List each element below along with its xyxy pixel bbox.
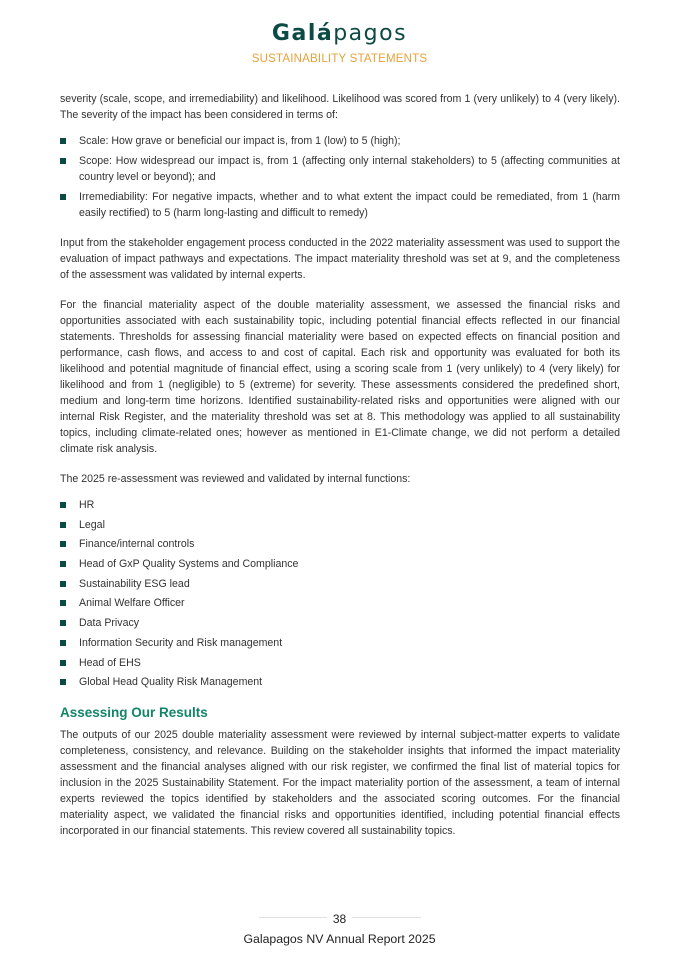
list-item bbox=[60, 517, 620, 533]
square-bullet-icon bbox=[60, 522, 66, 528]
square-bullet-icon bbox=[60, 194, 66, 200]
report-title: Galapagos NV Annual Report 2025 bbox=[243, 932, 436, 946]
square-bullet-icon bbox=[60, 581, 66, 587]
list-item-text: Finance/internal controls bbox=[79, 538, 195, 551]
list-item bbox=[60, 536, 620, 552]
logo-light-part: pagos bbox=[333, 21, 408, 46]
page-header bbox=[0, 20, 679, 66]
list-item bbox=[60, 595, 620, 611]
square-bullet-icon bbox=[60, 158, 66, 164]
galapagos-logo bbox=[0, 20, 679, 48]
list-item bbox=[60, 615, 620, 631]
paragraph-reassessment: The 2025 re-assessment was reviewed and validated by internal functions: bbox=[60, 473, 411, 485]
list-item-text: Global Head Quality Risk Management bbox=[79, 676, 263, 689]
list-item bbox=[60, 153, 620, 185]
page-content bbox=[60, 91, 620, 853]
list-item-text: Head of GxP Quality Systems and Compliance bbox=[79, 558, 299, 571]
square-bullet-icon bbox=[60, 640, 66, 646]
square-bullet-icon bbox=[60, 660, 66, 666]
list-item bbox=[60, 635, 620, 651]
list-item-text: Animal Welfare Officer bbox=[79, 597, 185, 610]
list-item-text: Irremediability: For negative impacts, whether and to what extent the impact could be remediated, from 1 (harm easily rectified) to 5 (harm long‑lasting and difficult to remedy) bbox=[79, 191, 620, 219]
page-number: 38 bbox=[327, 911, 352, 927]
square-bullet-icon bbox=[60, 541, 66, 547]
list-item-text: Legal bbox=[79, 518, 105, 531]
list-item-text: HR bbox=[79, 499, 95, 511]
list-item-text: Information Security and Risk management bbox=[79, 636, 283, 649]
logo-bold-part: Galá bbox=[271, 21, 334, 46]
list-item-text: Scope: How widespread our impact is, from 1 (affecting only internal stakeholders) to 5 (affecting communities at country level or beyond); and bbox=[79, 155, 620, 183]
list-item bbox=[60, 556, 620, 572]
paragraph-assessing-results: The outputs of our 2025 double materiality assessment were reviewed by internal subject‑matter experts to validate completeness, consistency, and relevance. Building on the stakeholder insights that informed the impact materiality assessment and the financial analyses aligned with our risk register, we confirmed the final list of material topics for inclusion in the 2025 Sustainability Statement. For the impact materiality portion of the assessment, a team of internal experts reviewed the topics identified by stakeholders and the associated scoring outcomes. For the financial materiality aspect, we validated the financial risks and opportunities identified, including potential financial effects incorporated in our financial statements. This review covered all sustainability topics. bbox=[60, 729, 620, 838]
paragraph-stakeholder-input: Input from the stakeholder engagement process conducted in the 2022 materiality assessment was used to support the evaluation of impact pathways and expectations. The impact materiality threshold was set at 9, and the completeness of the assessment was validated by internal experts. bbox=[60, 237, 620, 281]
section-heading: Assessing Our Results bbox=[60, 705, 208, 721]
list-item-text: Scale: How grave or beneficial our impact is, from 1 (low) to 5 (high); bbox=[79, 135, 401, 147]
list-item-text: Data Privacy bbox=[79, 617, 140, 630]
paragraph-severity-intro: severity (scale, scope, and irremediability) and likelihood. Likelihood was scored from 1 (very unlikely) to 4 (very likely). The severity of the impact has been considered in terms of: bbox=[60, 93, 620, 121]
list-item bbox=[60, 655, 620, 671]
square-bullet-icon bbox=[60, 561, 66, 567]
page-footer bbox=[0, 910, 679, 947]
list-item bbox=[60, 133, 620, 149]
square-bullet-icon bbox=[60, 600, 66, 606]
severity-terms-list bbox=[60, 133, 620, 221]
list-item bbox=[60, 674, 620, 690]
square-bullet-icon bbox=[60, 620, 66, 626]
list-item bbox=[60, 576, 620, 592]
list-item bbox=[60, 189, 620, 221]
internal-functions-list bbox=[60, 497, 620, 690]
section-subtitle: SUSTAINABILITY STATEMENTS bbox=[251, 53, 428, 65]
square-bullet-icon bbox=[60, 138, 66, 144]
list-item-text: Head of EHS bbox=[79, 656, 141, 669]
square-bullet-icon bbox=[60, 502, 66, 508]
paragraph-financial-materiality: For the financial materiality aspect of the double materiality assessment, we assessed the financial risks and opportunities associated with each sustainability topic, including potential financial effects reflected in our financial statements. Thresholds for assessing financial materiality were based on expected effects on financial position and performance, cash flows, and access to and cost of capital. Each risk and opportunity was evaluated for both its likelihood and potential magnitude of financial effect, using a scoring scale from 1 (very unlikely) to 4 (very likely) for likelihood and from 1 (negligible) to 5 (extreme) for severity. These assessments considered the predefined short, medium and long-term time horizons. Identified sustainability-related risks and opportunities were aligned with our internal Risk Register, and the materiality threshold was set at 8. This methodology was applied to all sustainability topics, including climate‑related ones; however as mentioned in E1-Climate change, we did not perform a detailed climate risk analysis. bbox=[60, 299, 620, 455]
list-item bbox=[60, 497, 620, 513]
list-item-text: Sustainability ESG lead bbox=[79, 577, 190, 590]
square-bullet-icon bbox=[60, 679, 66, 685]
